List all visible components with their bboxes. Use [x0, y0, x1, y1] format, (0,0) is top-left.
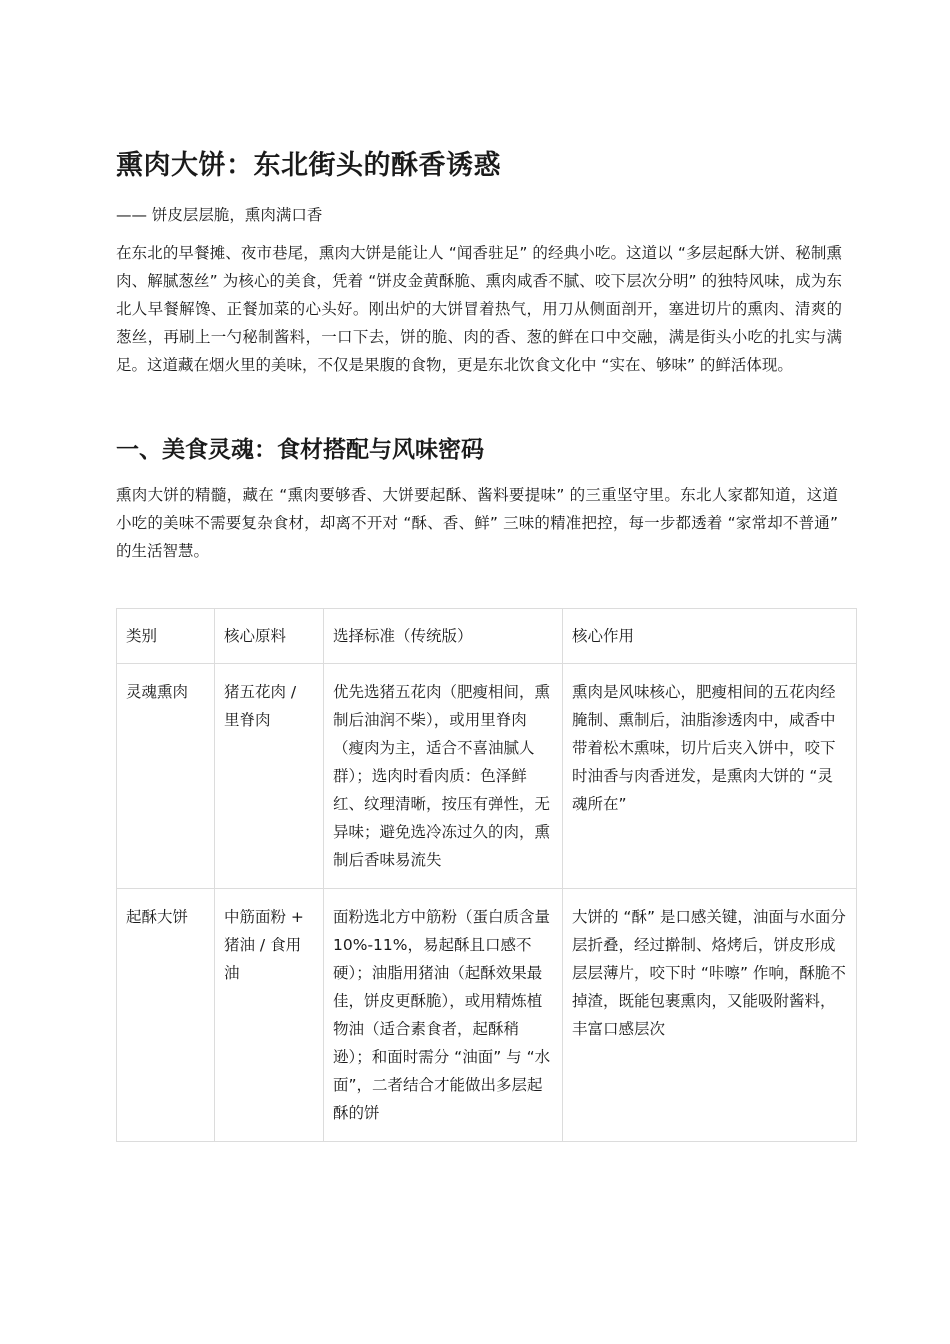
cell-standard: 优先选猪五花肉（肥瘦相间，熏制后油润不柴），或用里脊肉（瘦肉为主，适合不喜油腻人群）；选肉时看肉质：色泽鲜红、纹理清晰，按压有弹性，无异味；避免选冷冻过久的肉，熏制后香味易流失: [324, 664, 563, 889]
article-title: 熏肉大饼：东北街头的酥香诱惑: [116, 150, 501, 181]
intro-paragraph: 在东北的早餐摊、夜市巷尾，熏肉大饼是能让人 “闻香驻足” 的经典小吃。这道以 “多层起酥大饼、秘制熏肉、解腻葱丝” 为核心的美食，凭着 “饼皮金黄酥脆、熏肉咸香不腻、咬下层次分明” 的独特风味，成为东北人早餐解馋、正餐加菜的心头好。刚出炉的大饼冒着热气，用刀从侧面剖开，塞进切片的熏肉、清爽的葱丝，再刷上一勺秘制酱料，一口下去，饼的脆、肉的香、葱的鲜在口中交融，满是街头小吃的扎实与满足。这道藏在烟火里的美味，不仅是果腹的食物，更是东北饮食文化中 “实在、够味” 的鲜活体现。: [116, 244, 842, 374]
table-row: [117, 664, 857, 889]
article-subtitle: —— 饼皮层层脆，熏肉满口香: [116, 206, 323, 224]
ingredient-table: [116, 608, 857, 1142]
header-standard: 选择标准（传统版）: [324, 609, 563, 664]
cell-role: 大饼的 “酥” 是口感关键，油面与水面分层折叠，经过擀制、烙烤后，饼皮形成层层薄片，咬下时 “咔嚓” 作响，酥脆不掉渣，既能包裹熏肉，又能吸附酱料，丰富口感层次: [563, 889, 857, 1142]
cell-ingredients: 中筋面粉 + 猪油 / 食用油: [215, 889, 324, 1142]
cell-ingredients: 猪五花肉 / 里脊肉: [215, 664, 324, 889]
cell-category: 起酥大饼: [117, 889, 215, 1142]
header-ingredients: 核心原料: [215, 609, 324, 664]
cell-role: 熏肉是风味核心，肥瘦相间的五花肉经腌制、熏制后，油脂渗透肉中，咸香中带着松木熏味，切片后夹入饼中，咬下时油香与肉香迸发，是熏肉大饼的 “灵魂所在”: [563, 664, 857, 889]
section-paragraph: 熏肉大饼的精髓，藏在 “熏肉要够香、大饼要起酥、酱料要提味” 的三重坚守里。东北人家都知道，这道小吃的美味不需要复杂食材，却离不开对 “酥、香、鲜” 三味的精准把控，每一步都透着 “家常却不普通” 的生活智慧。: [116, 486, 838, 560]
table-header-row: [117, 609, 857, 664]
header-role: 核心作用: [563, 609, 857, 664]
cell-category: 灵魂熏肉: [117, 664, 215, 889]
table-row: [117, 889, 857, 1142]
section-heading: 一、美食灵魂：食材搭配与风味密码: [116, 437, 484, 463]
header-category: 类别: [117, 609, 215, 664]
cell-standard: 面粉选北方中筋粉（蛋白质含量 10%-11%，易起酥且口感不硬）；油脂用猪油（起酥效果最佳，饼皮更酥脆），或用精炼植物油（适合素食者，起酥稍逊）；和面时需分 “油面” 与 “水面”，二者结合才能做出多层起酥的饼: [324, 889, 563, 1142]
